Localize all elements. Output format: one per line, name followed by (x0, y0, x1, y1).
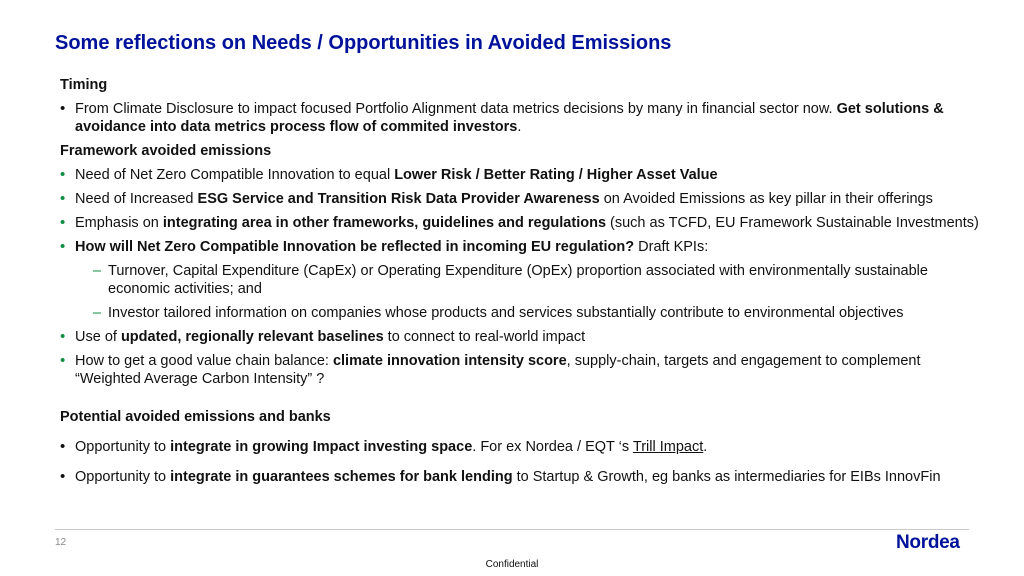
slide-title: Some reflections on Needs / Opportunities in Avoided Emissions (55, 32, 672, 54)
bullet-text: Use of (75, 329, 121, 345)
framework-bullet-list (60, 166, 980, 388)
section-heading-timing: Timing (60, 77, 108, 93)
bullet-text: , supply-chain, targets and engagement to complement “Weighted Average Carbon Intensity” ? (75, 353, 921, 387)
draft-kpi-sub-list (75, 262, 980, 322)
bullet-text: on Avoided Emissions as key pillar in their offerings (599, 191, 933, 207)
bullet-bold-text: How will Net Zero Compatible Innovation be reflected in incoming EU regulation? (75, 239, 635, 255)
timing-bullet (60, 100, 980, 136)
framework-bullet (60, 238, 980, 322)
bullet-text: to connect to real-world impact (383, 329, 586, 345)
bullet-bold-text: Get solutions & avoidance into data metrics process flow of commited investors (75, 101, 944, 135)
framework-bullet (60, 352, 980, 388)
nordea-logo: Nordea (896, 532, 960, 553)
sub-bullet: – Turnover, Capital Expenditure (CapEx) or Operating Expenditure (OpEx) proportion associated with environmentally sustainable economic activities; and (75, 262, 980, 298)
potential-bullet (60, 468, 980, 486)
bullet-bold-text: integrating area in other frameworks, guidelines and regulations (162, 215, 607, 231)
page-number: 12 (55, 537, 67, 548)
confidential-footer: Confidential (485, 559, 539, 570)
bullet-text: Emphasis on (75, 215, 163, 231)
bullet-text: Draft KPIs: (634, 239, 709, 255)
bullet-text: Opportunity to (75, 469, 171, 485)
bullet-text: . For ex Nordea / EQT ‘s (472, 439, 633, 455)
timing-bullet-list (60, 100, 980, 136)
bullet-text: How to get a good value chain balance: (75, 353, 333, 369)
bullet-bold-text: updated, regionally relevant baselines (120, 329, 384, 345)
sub-bullet: – Investor tailored information on companies whose products and services substantially contribute to environmental objectives (75, 304, 980, 322)
section-heading-framework: Framework avoided emissions (60, 143, 272, 159)
bullet-text: . (703, 439, 708, 455)
framework-bullet (60, 190, 980, 208)
bullet-text: Need of Increased (75, 191, 198, 207)
bullet-text: Need of Net Zero Compatible Innovation to equal (75, 167, 395, 183)
bullet-text: . (517, 119, 522, 135)
bullet-bold-text: Lower Risk / Better Rating / Higher Asset Value (394, 167, 718, 183)
bullet-text: to Startup & Growth, eg banks as intermediaries for EIBs InnovFin (512, 469, 941, 485)
bullet-bold-text: climate innovation intensity score (332, 353, 567, 369)
bullet-text: Opportunity to (75, 439, 171, 455)
trill-impact-link[interactable]: Trill Impact (632, 439, 704, 455)
section-heading-potential: Potential avoided emissions and banks (60, 409, 331, 425)
bullet-bold-text: integrate in growing Impact investing space (170, 439, 473, 455)
bullet-bold-text: integrate in guarantees schemes for bank lending (170, 469, 513, 485)
slide-content (60, 76, 980, 486)
bullet-text: (such as TCFD, EU Framework Sustainable Investments) (606, 215, 979, 231)
framework-bullet (60, 328, 980, 346)
framework-bullet (60, 214, 980, 232)
bullet-text: From Climate Disclosure to impact focused Portfolio Alignment data metrics decisions by many in financial sector now. (75, 101, 837, 117)
footer-divider (55, 529, 969, 530)
potential-bullet-list (60, 438, 980, 486)
potential-bullet (60, 438, 980, 456)
framework-bullet (60, 166, 980, 184)
bullet-bold-text: ESG Service and Transition Risk Data Provider Awareness (197, 191, 600, 207)
